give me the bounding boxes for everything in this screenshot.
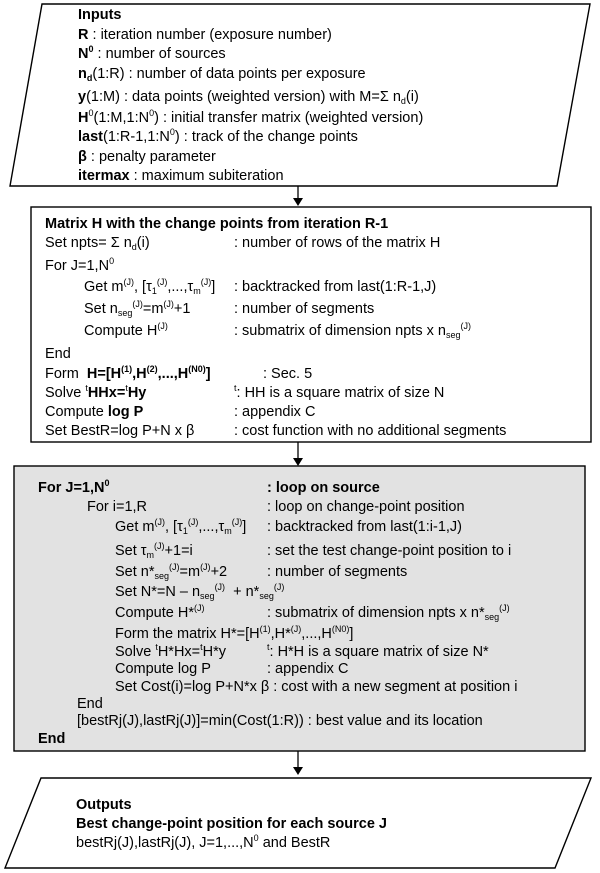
- matrix-box-title: Matrix H with the change points from iteration R-1: [45, 216, 389, 232]
- for-j-line: For $J=1,N^0$: [45, 256, 115, 274]
- set-npts-right: : number of rows of the matrix H: [234, 235, 441, 251]
- set-npts-left: Set npts= Σ $n_d(i)$: [45, 235, 150, 252]
- outputs-line: bestRj(J),lastRj(J), $J=1,...,N^0$ and BestR: [76, 833, 331, 851]
- input-line-itermax: itermax : maximum subiteration: [78, 168, 284, 184]
- set-nseg-left: Set $n_{seg}^{(J)}=m^{(J)}+1$: [84, 299, 191, 318]
- compute-logp-left: Compute log P: [45, 404, 144, 420]
- for-i-line: For i=1,R: [87, 499, 148, 515]
- compute-hj-right: : submatrix of dimension npts x $n_{seg}^{(J)}$: [234, 321, 471, 340]
- loop-compute-hstar-left: Compute H*$^{(J)}$: [115, 603, 205, 621]
- for-i-comment: : loop on change-point position: [267, 499, 465, 515]
- loop-solve-right: $^t$: H*H is a square matrix of size N*: [267, 642, 489, 660]
- form-h-right: : Sec. 5: [263, 366, 313, 382]
- arrowhead-icon: [293, 458, 303, 466]
- loop-best-line: [bestRj(J),lastRj(J)]=min(Cost(1:R)) : best value and its location: [77, 713, 483, 729]
- arrowhead-icon: [293, 198, 303, 206]
- loop-solve-left: Solve $^t$H*Hx=$^t$H*y: [115, 642, 227, 660]
- input-line-r: R : iteration number (exposure number): [78, 27, 332, 43]
- input-line-beta: β : penalty parameter: [78, 149, 216, 165]
- loop-compute-hstar-right: : submatrix of dimension npts x $n*_{seg}^{(J)}$: [267, 603, 510, 622]
- compute-logp-right: : appendix C: [234, 404, 316, 420]
- loop-set-tau-right: : set the test change-point position to i: [267, 543, 512, 559]
- get-m-left: Get $m^{(J)}$, $[\tau_1^{(J)},...,\tau_m^{(J)}]$: [84, 277, 216, 296]
- outputs-subtitle: Best change-point position for each source J: [76, 816, 387, 832]
- input-line-last: $last(1:R-1,1:N^0)$ : track of the change points: [78, 127, 358, 145]
- loop-logp-left: Compute log P: [115, 661, 211, 677]
- loop-get-m-right: : backtracked from last(1:i-1,J): [267, 519, 462, 535]
- end-for-j: End: [45, 346, 71, 362]
- loop-end-outer: End: [38, 731, 66, 747]
- loop-set-cost: Set Cost(i)=log P+N*x β : cost with a new segment at position i: [115, 679, 518, 695]
- for-j-source-comment: : loop on source: [267, 480, 380, 496]
- solve-left: Solve $^t$HHx=$^t$Hy: [45, 383, 147, 401]
- arrowhead-icon: [293, 767, 303, 775]
- get-m-right: : backtracked from last(1:R-1,J): [234, 279, 437, 295]
- loop-set-nstar-left: Set $n*_{seg}^{(J)}=m^{(J)}+2$: [115, 562, 228, 581]
- inputs-title: Inputs: [78, 7, 122, 23]
- input-line-y: y(1:M) : data points (weighted version) with M=Σ $n_d(i)$: [78, 89, 419, 106]
- loop-form-matrix: Form the matrix $H*=[H^{(1)},H*^{(J)},...,H^{(N0)}]$: [115, 624, 354, 642]
- set-bestr-left: Set BestR=log P+N x β: [45, 423, 195, 439]
- loop-set-tau-left: Set $\tau_m^{(J)}+1=i$: [115, 541, 193, 560]
- set-nseg-right: : number of segments: [234, 301, 375, 317]
- loop-get-m-left: Get $m^{(J)}$, $[\tau_1^{(J)},...,\tau_m^{(J)}]$: [115, 517, 247, 536]
- input-line-nd: $n_d(1:R)$ : number of data points per exposure: [78, 66, 366, 83]
- loop-set-nstar-total: Set $N*=N - n_{seg}^{(J)} + n*_{seg}^{(J)}$: [115, 582, 285, 601]
- input-line-n0: $N^0$ : number of sources: [78, 44, 226, 62]
- form-h-left: Form $H=[H^{(1)},H^{(2)},...,H^{(N0)}]$: [45, 364, 211, 382]
- solve-right: $^t$: HH is a square matrix of size N: [234, 383, 445, 401]
- loop-end-inner: End: [77, 696, 103, 712]
- loop-logp-right: : appendix C: [267, 661, 349, 677]
- compute-hj-left: Compute $H^{(J)}$: [84, 321, 168, 339]
- outputs-title: Outputs: [76, 797, 132, 813]
- set-bestr-right: : cost function with no additional segments: [234, 423, 507, 439]
- input-line-h0: $H^0(1:M,1:N^0)$ : initial transfer matrix (weighted version): [78, 108, 424, 126]
- for-j-source: For $J=1,N^0$: [38, 478, 110, 496]
- loop-set-nstar-right: : number of segments: [267, 564, 408, 580]
